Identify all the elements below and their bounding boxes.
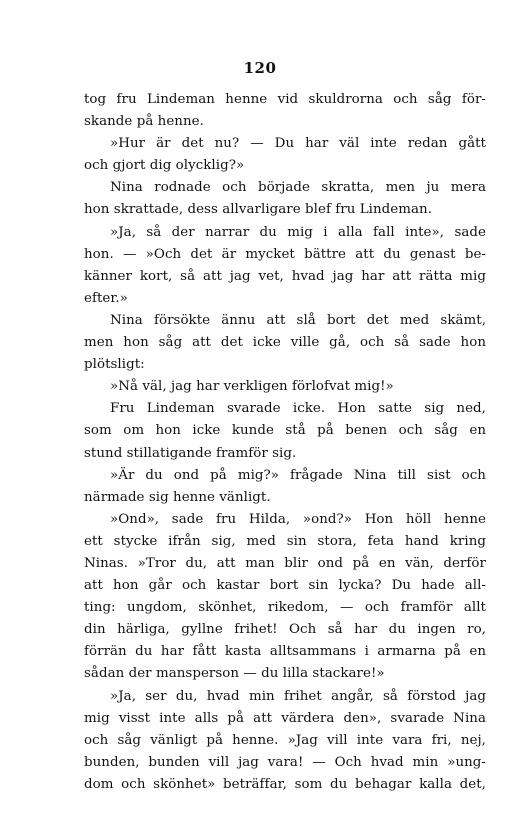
text-line: närmade sig henne vänligt. (84, 489, 271, 505)
text-line: »Hur är det nu? — Du har väl inte redan gått (110, 136, 486, 152)
text-line: sådan der mansperson — du lilla stackare!» (84, 666, 385, 682)
text-line: hon. — »Och det är mycket bättre att du genast be- (84, 246, 486, 262)
text-line: skande på henne. (84, 114, 204, 130)
text-line: men hon såg att det icke ville gå, och så sade hon (84, 335, 486, 351)
text-line: känner kort, så att jag vet, hvad jag har att rätta mig (84, 268, 486, 284)
text-line: efter.» (84, 290, 128, 306)
text-line: som om hon icke kunde stå på benen och såg en (84, 423, 486, 439)
text-line: hon skrattade, dess allvarligare blef fru Lindeman. (84, 202, 433, 218)
text-line: och såg vänligt på henne. »Jag vill inte vara fri, nej, (84, 732, 486, 748)
text-line: tog fru Lindeman henne vid skuldrorna och såg för- (84, 92, 486, 107)
text-line: »Ja, så der narrar du mig i alla fall inte», sade (110, 224, 486, 240)
text-line: att hon går och kastar bort sin lycka? Du hade all- (84, 578, 486, 594)
text-line: ting: ungdom, skönhet, rikedom, — och framför allt (84, 600, 486, 616)
text-line: bunden, bunden vill jag vara! — Och hvad min »ung- (84, 754, 486, 770)
text-line: förrän du har fått kasta alltsammans i armarna på en (84, 644, 486, 660)
text-line: Fru Lindeman svarade icke. Hon satte sig ned, (110, 401, 486, 417)
text-line: »Ja, ser du, hvad min frihet angår, så förstod jag (110, 688, 486, 704)
text-line: mig visst inte alls på att värdera den», svarade Nina (84, 710, 486, 726)
text-line: Nina försökte ännu att slå bort det med skämt, (110, 312, 486, 328)
text-line: dom och skönhet» beträffar, som du behagar kalla det, (84, 776, 486, 792)
text-line: och gjort dig olycklig?» (84, 158, 245, 174)
text-line: Nina rodnade och började skratta, men ju mera (110, 180, 486, 196)
text-line: »Är du ond på mig?» frågade Nina till sist och (110, 467, 486, 483)
text-line: Ninas. »Tror du, att man blir ond på en vän, derför (84, 555, 486, 571)
text-line: stund stillatigande framför sig. (84, 445, 297, 461)
body-text (84, 89, 486, 796)
text-line: plötsligt: (84, 357, 145, 373)
text-line: »Ond», sade fru Hilda, »ond?» Hon höll henne (110, 511, 486, 527)
text-line: din härliga, gyllne frihet! Och så har du ingen ro, (84, 622, 486, 638)
text-line: ett stycke ifrån sig, med sin stora, feta hand kring (84, 533, 486, 549)
page-number: 120 (243, 59, 277, 77)
text-line: »Nå väl, jag har verkligen förlofvat mig!» (110, 379, 394, 395)
